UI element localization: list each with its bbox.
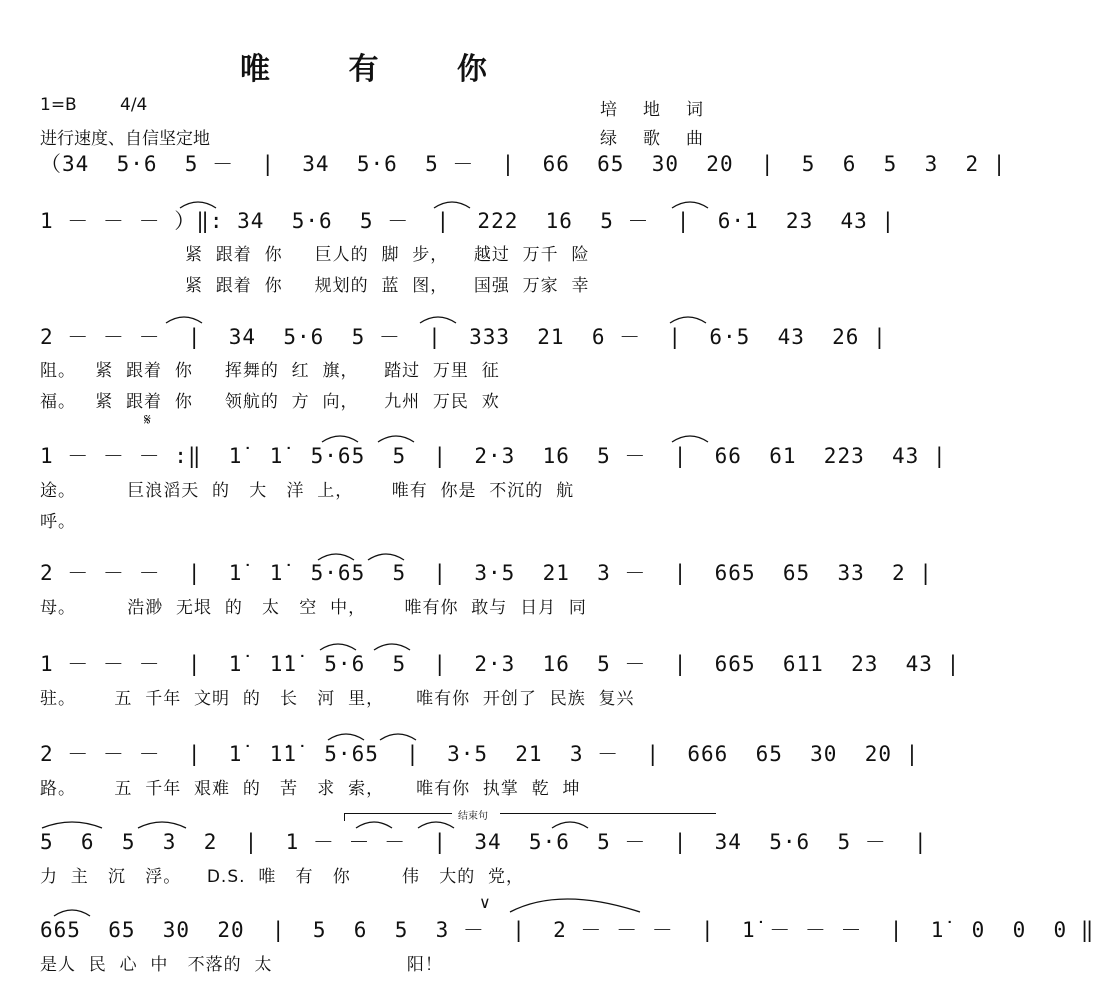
lyric-line-2b: 紧 跟着 你 规划的 蓝 图， 国强 万家 幸 [185, 276, 590, 296]
notation-line-8: 5 6 5 3 2 | 1 － － － | 34 5·6 5 － | 34 5·6 5 － | [40, 830, 928, 854]
lyric-line-4a: 途。 巨浪滔天 的 大 洋 上， 唯有 你是 不沉的 航 [40, 481, 575, 501]
lyric-line-7: 路。 五 千年 艰难 的 苦 求 索， 唯有你 执掌 乾 坤 [40, 779, 581, 799]
notation-line-6: 1 － － － | 1̇ 1̇1̇ 5·6 5 | 2·3 16 5 － | 665 611 23 43 | [40, 652, 961, 676]
notation-line-1: （34 5·6 5 － | 34 5·6 5 － | 66 65 30 20 | 5 6 5 3 2 | [40, 152, 1007, 176]
notation-line-9: 665 65 30 20 | 5 6 5 3 － | 2 － － － | 1̇ － － － | 1̇ 0 0 0 ‖ [40, 918, 1094, 942]
segno-sign: 𝄋 [144, 410, 151, 429]
notation-line-7: 2 － － － | 1̇ 1̇1̇ 5·65 | 3·5 21 3 － | 666 65 30 20 | [40, 742, 920, 766]
key-signature: 1=B [40, 95, 77, 115]
time-signature: 4/4 [120, 95, 148, 115]
end-phrase-label: 结束句 [458, 811, 488, 822]
breath-mark: ∨ [479, 893, 491, 912]
notation-line-4: 1 － － － :‖ 1̇ 1̇ 5·65 5 | 2·3 16 5 － | 66 61 223 43 | [40, 444, 947, 468]
notation-line-3: 2 － － － | 34 5·6 5 － | 333 21 6 － | 6·5 43 26 | [40, 325, 887, 349]
lyric-line-3a: 阻。 紧 跟着 你 挥舞的 红 旗， 踏过 万里 征 [40, 361, 500, 381]
lyric-line-2a: 紧 跟着 你 巨人的 脚 步， 越过 万千 险 [185, 245, 590, 265]
song-title: 唯 有 你 [240, 52, 521, 87]
lyric-line-8: 力 主 沉 浮。 D.S. 唯 有 你 伟 大的 党， [40, 867, 525, 887]
lyric-line-3b: 福。 紧 跟着 你 领航的 方 向， 九州 万民 欢 [40, 392, 500, 412]
lyric-line-4b: 呼。 [40, 512, 76, 532]
composer-credit: 绿歌曲 [600, 129, 729, 149]
tempo-marking: 进行速度、自信坚定地 [40, 129, 210, 149]
lyric-line-6: 驻。 五 千年 文明 的 长 河 里， 唯有你 开创了 民族 复兴 [40, 689, 635, 709]
lyric-line-9: 是人 民 心 中 不落的 太 阳！ [40, 955, 443, 975]
lyric-line-5: 母。 浩渺 无垠 的 太 空 中， 唯有你 敢与 日月 同 [40, 598, 587, 618]
notation-line-2: 1 － － － ）‖: 34 5·6 5 － | 222 16 5 － | 6·1 23 43 | [40, 209, 896, 233]
notation-line-5: 2 － － － | 1̇ 1̇ 5·65 5 | 3·5 21 3 － | 665 65 33 2 | [40, 561, 933, 585]
lyricist-credit: 培地词 [600, 100, 729, 120]
